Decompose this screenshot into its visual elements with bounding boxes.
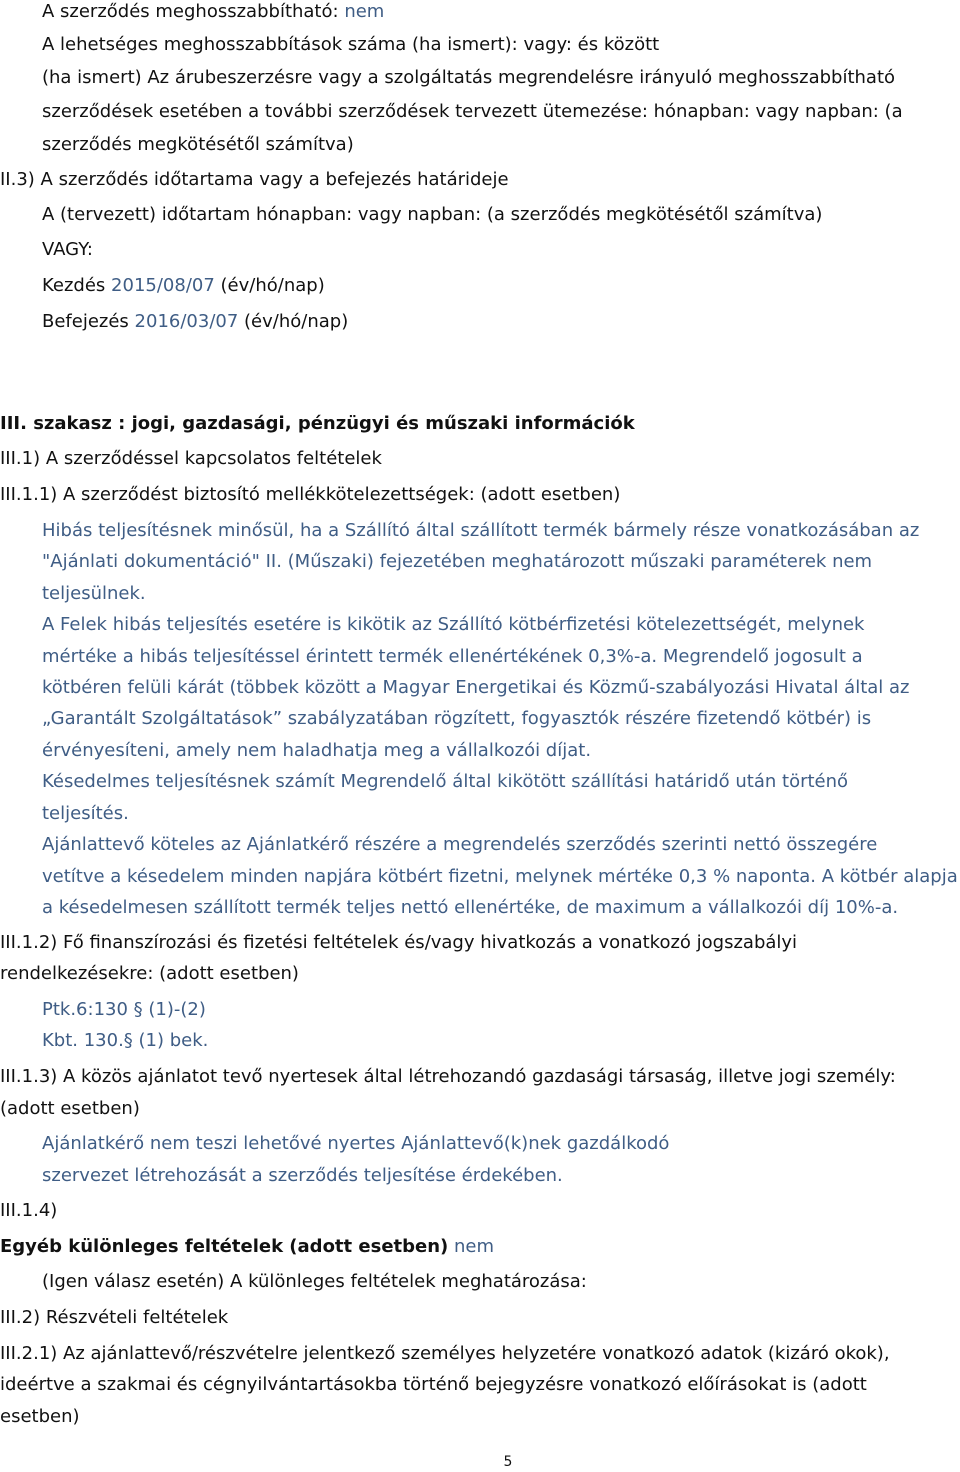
special-conditions-line: [0, 1231, 494, 1263]
extendable-value: nem: [344, 1, 385, 22]
section-3-2-1-line-2: ideértve a szakmai és cégnyilvántartásokba történő bejegyzésre vonatkozó előírásokat is (adott: [0, 1374, 867, 1395]
section-3-1-1-heading: III.1.1) A szerződést biztosító mellékkötelezettségek: (adott esetben): [0, 484, 621, 505]
section-3-1-2-heading-line-1: III.1.2) Fő finanszírozási és fizetési feltételek és/vagy hivatkozás a vonatkozó jogszabályi: [0, 932, 798, 953]
page-number: 5: [503, 1454, 513, 1470]
start-date-value: 2015/08/07: [111, 275, 215, 296]
section-3-2-1-line-3: esetben): [0, 1406, 80, 1427]
s311-body-line: "Ajánlati dokumentáció" II. (Műszaki) fejezetében meghatározott műszaki paraméterek nem: [42, 551, 873, 572]
section-3-1-4-heading: III.1.4): [0, 1200, 58, 1221]
s311-body-line: teljesítés.: [42, 803, 129, 824]
s311-body-line: érvényesíteni, amely nem haladhatja meg a vállalkozói díjat.: [42, 740, 592, 761]
s311-body-line: mértéke a hibás teljesítéssel érintett termék ellenértékének 0,3%-a. Megrendelő jogosult a: [42, 646, 863, 667]
section-3-2-1-line-1: III.2.1) Az ajánlattevő/részvételre jelentkező személyes helyzetére vonatkozó adatok (kizáró okok),: [0, 1343, 890, 1364]
section-3-title: III. szakasz : jogi, gazdasági, pénzügyi és műszaki információk: [0, 413, 635, 434]
s311-body-line: vetítve a késedelem minden napjára kötbért fizetni, melynek mértéke 0,3 % naponta. A kötbér alapja: [42, 866, 958, 887]
s313-body-line: szervezet létrehozását a szerződés teljesítése érdekében.: [42, 1165, 563, 1186]
s311-body-line: Késedelmes teljesítésnek számít Megrendelő által kikötött szállítási határidő után történő: [42, 771, 849, 792]
s311-body-line: Hibás teljesítésnek minősül, ha a Szállító által szállított termék bármely része vonatkozásában az: [42, 520, 920, 541]
s311-body-line: a késedelmesen szállított termék teljes nettó ellenértéke, de maximum a vállalkozói díj 10%-a.: [42, 897, 899, 918]
section-3-1-2-heading-line-2: rendelkezésekre: (adott esetben): [0, 963, 299, 984]
start-date-line: [42, 270, 325, 302]
s311-body-line: „Garantált Szolgáltatások” szabályzatában rögzített, fogyasztók részére fizetendő kötbér) is: [42, 708, 872, 729]
extension-schedule-line-3: szerződés megkötésétől számítva): [42, 134, 354, 155]
section-3-1-3-heading-line-2: (adott esetben): [0, 1098, 140, 1119]
extendable-label: A szerződés meghosszabbítható:: [42, 1, 339, 22]
end-label: Befejezés: [42, 311, 129, 332]
end-date-line: [42, 306, 348, 338]
or-label: VAGY:: [42, 239, 93, 260]
s311-body-line: teljesülnek.: [42, 583, 146, 604]
special-conditions-value: nem: [454, 1236, 495, 1257]
special-conditions-detail: (Igen válasz esetén) A különleges feltételek meghatározása:: [42, 1271, 587, 1292]
s312-body-line: Kbt. 130.§ (1) bek.: [42, 1030, 209, 1051]
extension-schedule-line-1: (ha ismert) Az árubeszerzésre vagy a szolgáltatás megrendelésre irányuló meghosszabbítható: [42, 67, 896, 88]
start-date-unit: (év/hó/nap): [220, 275, 325, 296]
s312-body-line: Ptk.6:130 § (1)-(2): [42, 999, 206, 1020]
s311-body-line: Ajánlattevő köteles az Ajánlatkérő részére a megrendelés szerződés szerinti nettó összegére: [42, 834, 878, 855]
section-3-1-3-heading-line-1: III.1.3) A közös ajánlatot tevő nyertesek által létrehozandó gazdasági társaság, illetve jogi személy:: [0, 1066, 896, 1087]
s313-body-line: Ajánlatkérő nem teszi lehetővé nyertes Ajánlattevő(k)nek gazdálkodó: [42, 1133, 670, 1154]
planned-duration-line: A (tervezett) időtartam hónapban: vagy napban: (a szerződés megkötésétől számítva): [42, 204, 823, 225]
start-label: Kezdés: [42, 275, 106, 296]
special-conditions-label: Egyéb különleges feltételek (adott esetben): [0, 1236, 449, 1257]
extension-count-line: A lehetséges meghosszabbítások száma (ha ismert): vagy: és között: [42, 34, 660, 55]
s311-body-line: A Felek hibás teljesítés esetére is kikötik az Szállító kötbérfizetési kötelezettségét, melynek: [42, 614, 865, 635]
section-3-1-heading: III.1) A szerződéssel kapcsolatos feltételek: [0, 448, 382, 469]
s311-body-line: kötbéren felüli kárát (többek között a Magyar Energetikai és Közmű-szabályozási Hivatal által az: [42, 677, 910, 698]
end-date-value: 2016/03/07: [134, 311, 239, 332]
extendable-line: [42, 0, 384, 28]
extension-schedule-line-2: szerződések esetében a további szerződések tervezett ütemezése: hónapban: vagy napban: (a: [42, 101, 903, 122]
section-3-2-heading: III.2) Részvételi feltételek: [0, 1307, 229, 1328]
end-date-unit: (év/hó/nap): [244, 311, 349, 332]
duration-heading: II.3) A szerződés időtartama vagy a befejezés határideje: [0, 169, 509, 190]
